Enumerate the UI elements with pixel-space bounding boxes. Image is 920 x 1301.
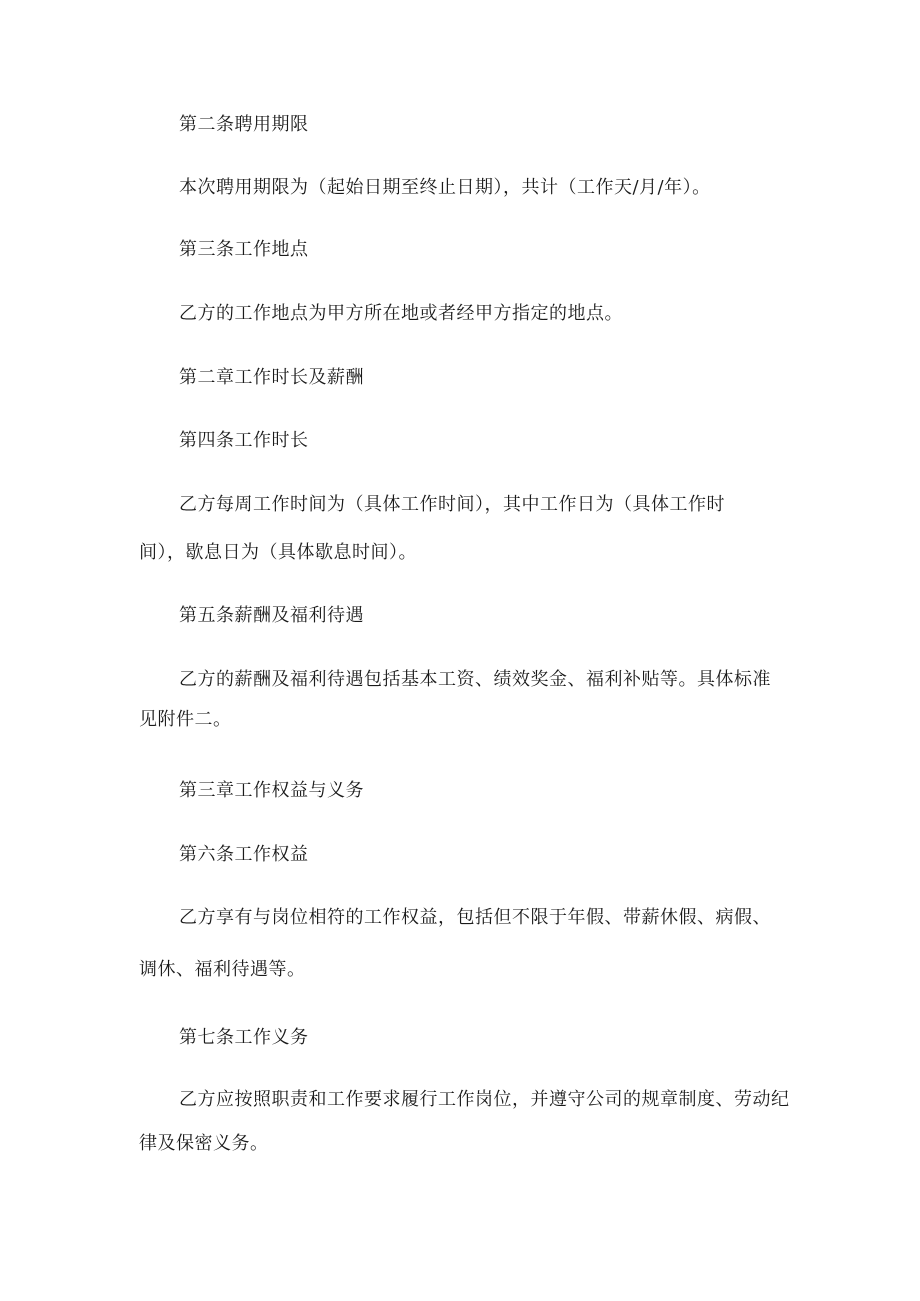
article-5-body [139,660,799,740]
text-line: 乙方享有与岗位相符的工作权益，包括但不限于年假、带薪休假、病假、 [179,907,771,928]
text-line: 乙方的薪酬及福利待遇包括基本工资、绩效奖金、福利补贴等。具体标准 [179,669,771,690]
article-4-title [139,421,799,461]
article-2-body [139,168,799,208]
text-line: 本次聘用期限为（起始日期至终止日期），共计（工作天/月/年）。 [179,177,711,198]
article-6-body [139,898,799,990]
article-3-title [139,230,799,270]
chapter-3-title [139,771,799,811]
text-line: 乙方应按照职责和工作要求履行工作岗位，并遵守公司的规章制度、劳动纪 [179,1089,790,1110]
article-7-body [139,1080,799,1164]
text-line: 第七条工作义务 [179,1027,309,1048]
text-line: 第四条工作时长 [179,430,309,451]
text-line: 第三章工作权益与义务 [179,780,364,801]
text-line: 见附件二。 [139,709,232,730]
text-line: 乙方每周工作时间为（具体工作时间），其中工作日为（具体工作时 [179,494,725,515]
article-6-title [139,835,799,875]
text-line: 律及保密义务。 [139,1133,269,1154]
text-line: 调休、福利待遇等。 [139,959,306,980]
article-7-title [139,1018,799,1058]
text-line: 第五条薪酬及福利待遇 [179,605,364,626]
text-line: 第二条聘用期限 [179,114,309,135]
article-3-body [139,294,799,334]
article-5-title [139,596,799,636]
text-line: 第二章工作时长及薪酬 [179,367,364,388]
article-4-body [139,485,799,573]
chapter-2-title [139,358,799,398]
text-line: 乙方的工作地点为甲方所在地或者经甲方指定的地点。 [179,303,623,324]
article-2-title [139,105,799,145]
text-line: 间），歇息日为（具体歇息时间）。 [139,542,417,563]
text-line: 第六条工作权益 [179,844,309,865]
text-line: 第三条工作地点 [179,239,309,260]
